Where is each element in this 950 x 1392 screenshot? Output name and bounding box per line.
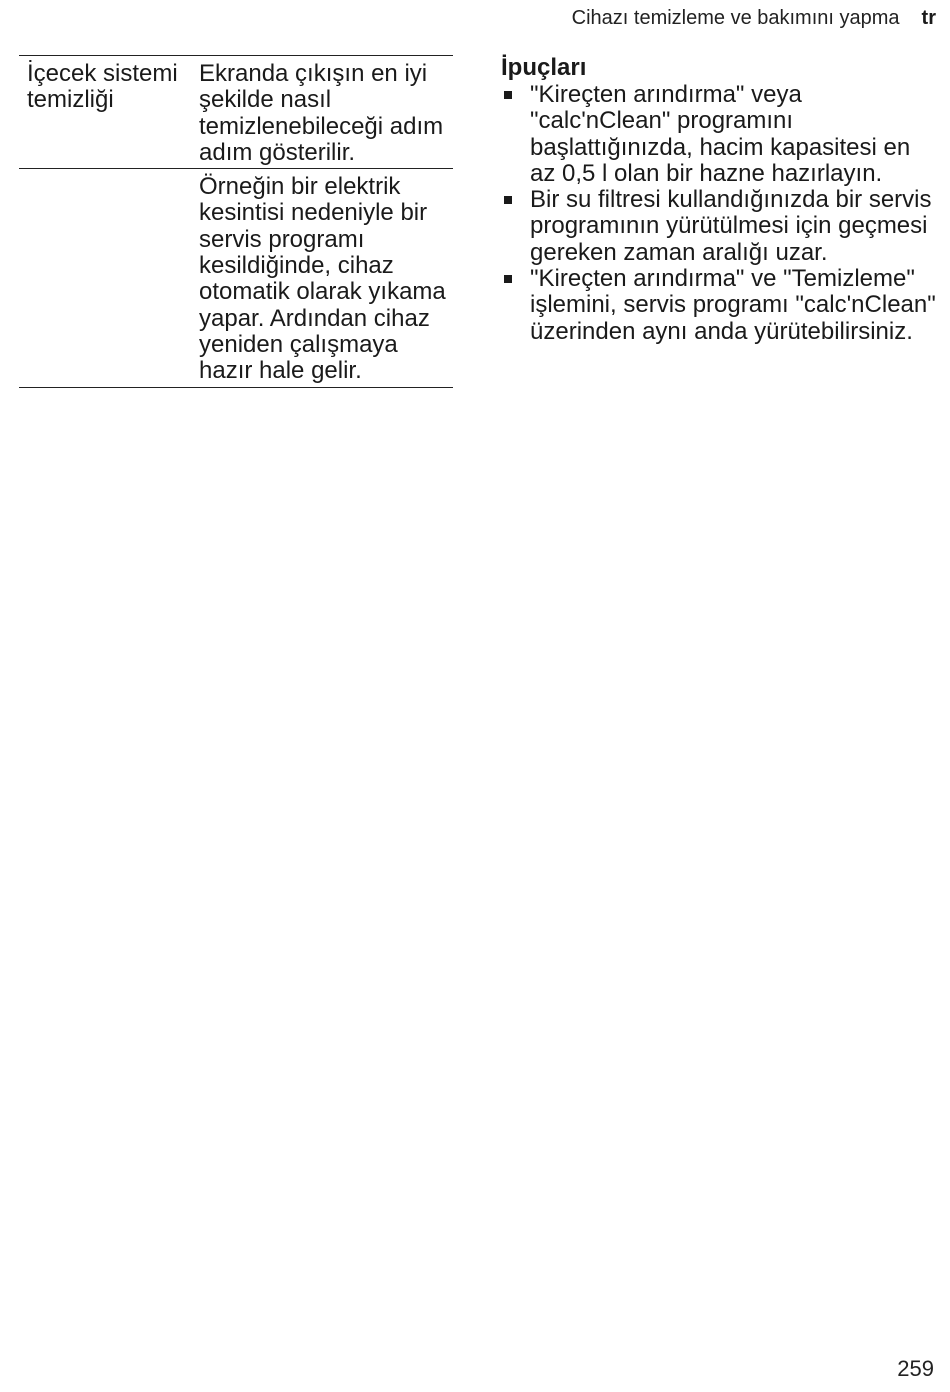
row-label xyxy=(19,169,199,387)
row-description: Örneğin bir elektrik kesintisi nedeniyle bir servis programı kesildiğinde, cihaz otomatik olarak yıkama yapar. Ardından cihaz yeniden çalışmaya hazır hale gelir. xyxy=(199,173,446,385)
tips-list xyxy=(501,82,941,345)
row-label: İçecek sistemi temizliği xyxy=(27,60,178,114)
square-bullet-icon xyxy=(504,91,512,99)
table-row xyxy=(19,56,453,169)
service-programs-table xyxy=(19,55,453,388)
tips-section xyxy=(501,54,941,345)
list-item xyxy=(501,82,941,187)
tip-text: "Kireçten arındırma" veya "calc'nClean" programını başlattığınızda, hacim kapasitesi en az 0,5 l olan bir hazne hazırlayın. xyxy=(530,81,911,187)
square-bullet-icon xyxy=(504,275,512,283)
table-row xyxy=(19,169,453,387)
list-item xyxy=(501,266,941,345)
page-number: 259 xyxy=(897,1356,934,1381)
tips-heading: İpuçları xyxy=(501,54,587,81)
square-bullet-icon xyxy=(504,196,512,204)
list-item xyxy=(501,187,941,266)
language-code: tr xyxy=(921,7,936,29)
tip-text: Bir su filtresi kullandığınızda bir servis programının yürütülmesi için geçmesi gereken zaman aralığı uzar. xyxy=(530,186,932,266)
tip-text: "Kireçten arındırma" ve "Temizleme" işlemini, servis programı "calc'nClean" üzerinden aynı anda yürütebilirsiniz. xyxy=(530,265,936,345)
section-title: Cihazı temizleme ve bakımını yapma xyxy=(571,7,900,29)
page-header xyxy=(572,7,936,30)
row-description: Ekranda çıkışın en iyi şekilde nasıl temizlenebileceği adım adım gösterilir. xyxy=(199,60,444,166)
